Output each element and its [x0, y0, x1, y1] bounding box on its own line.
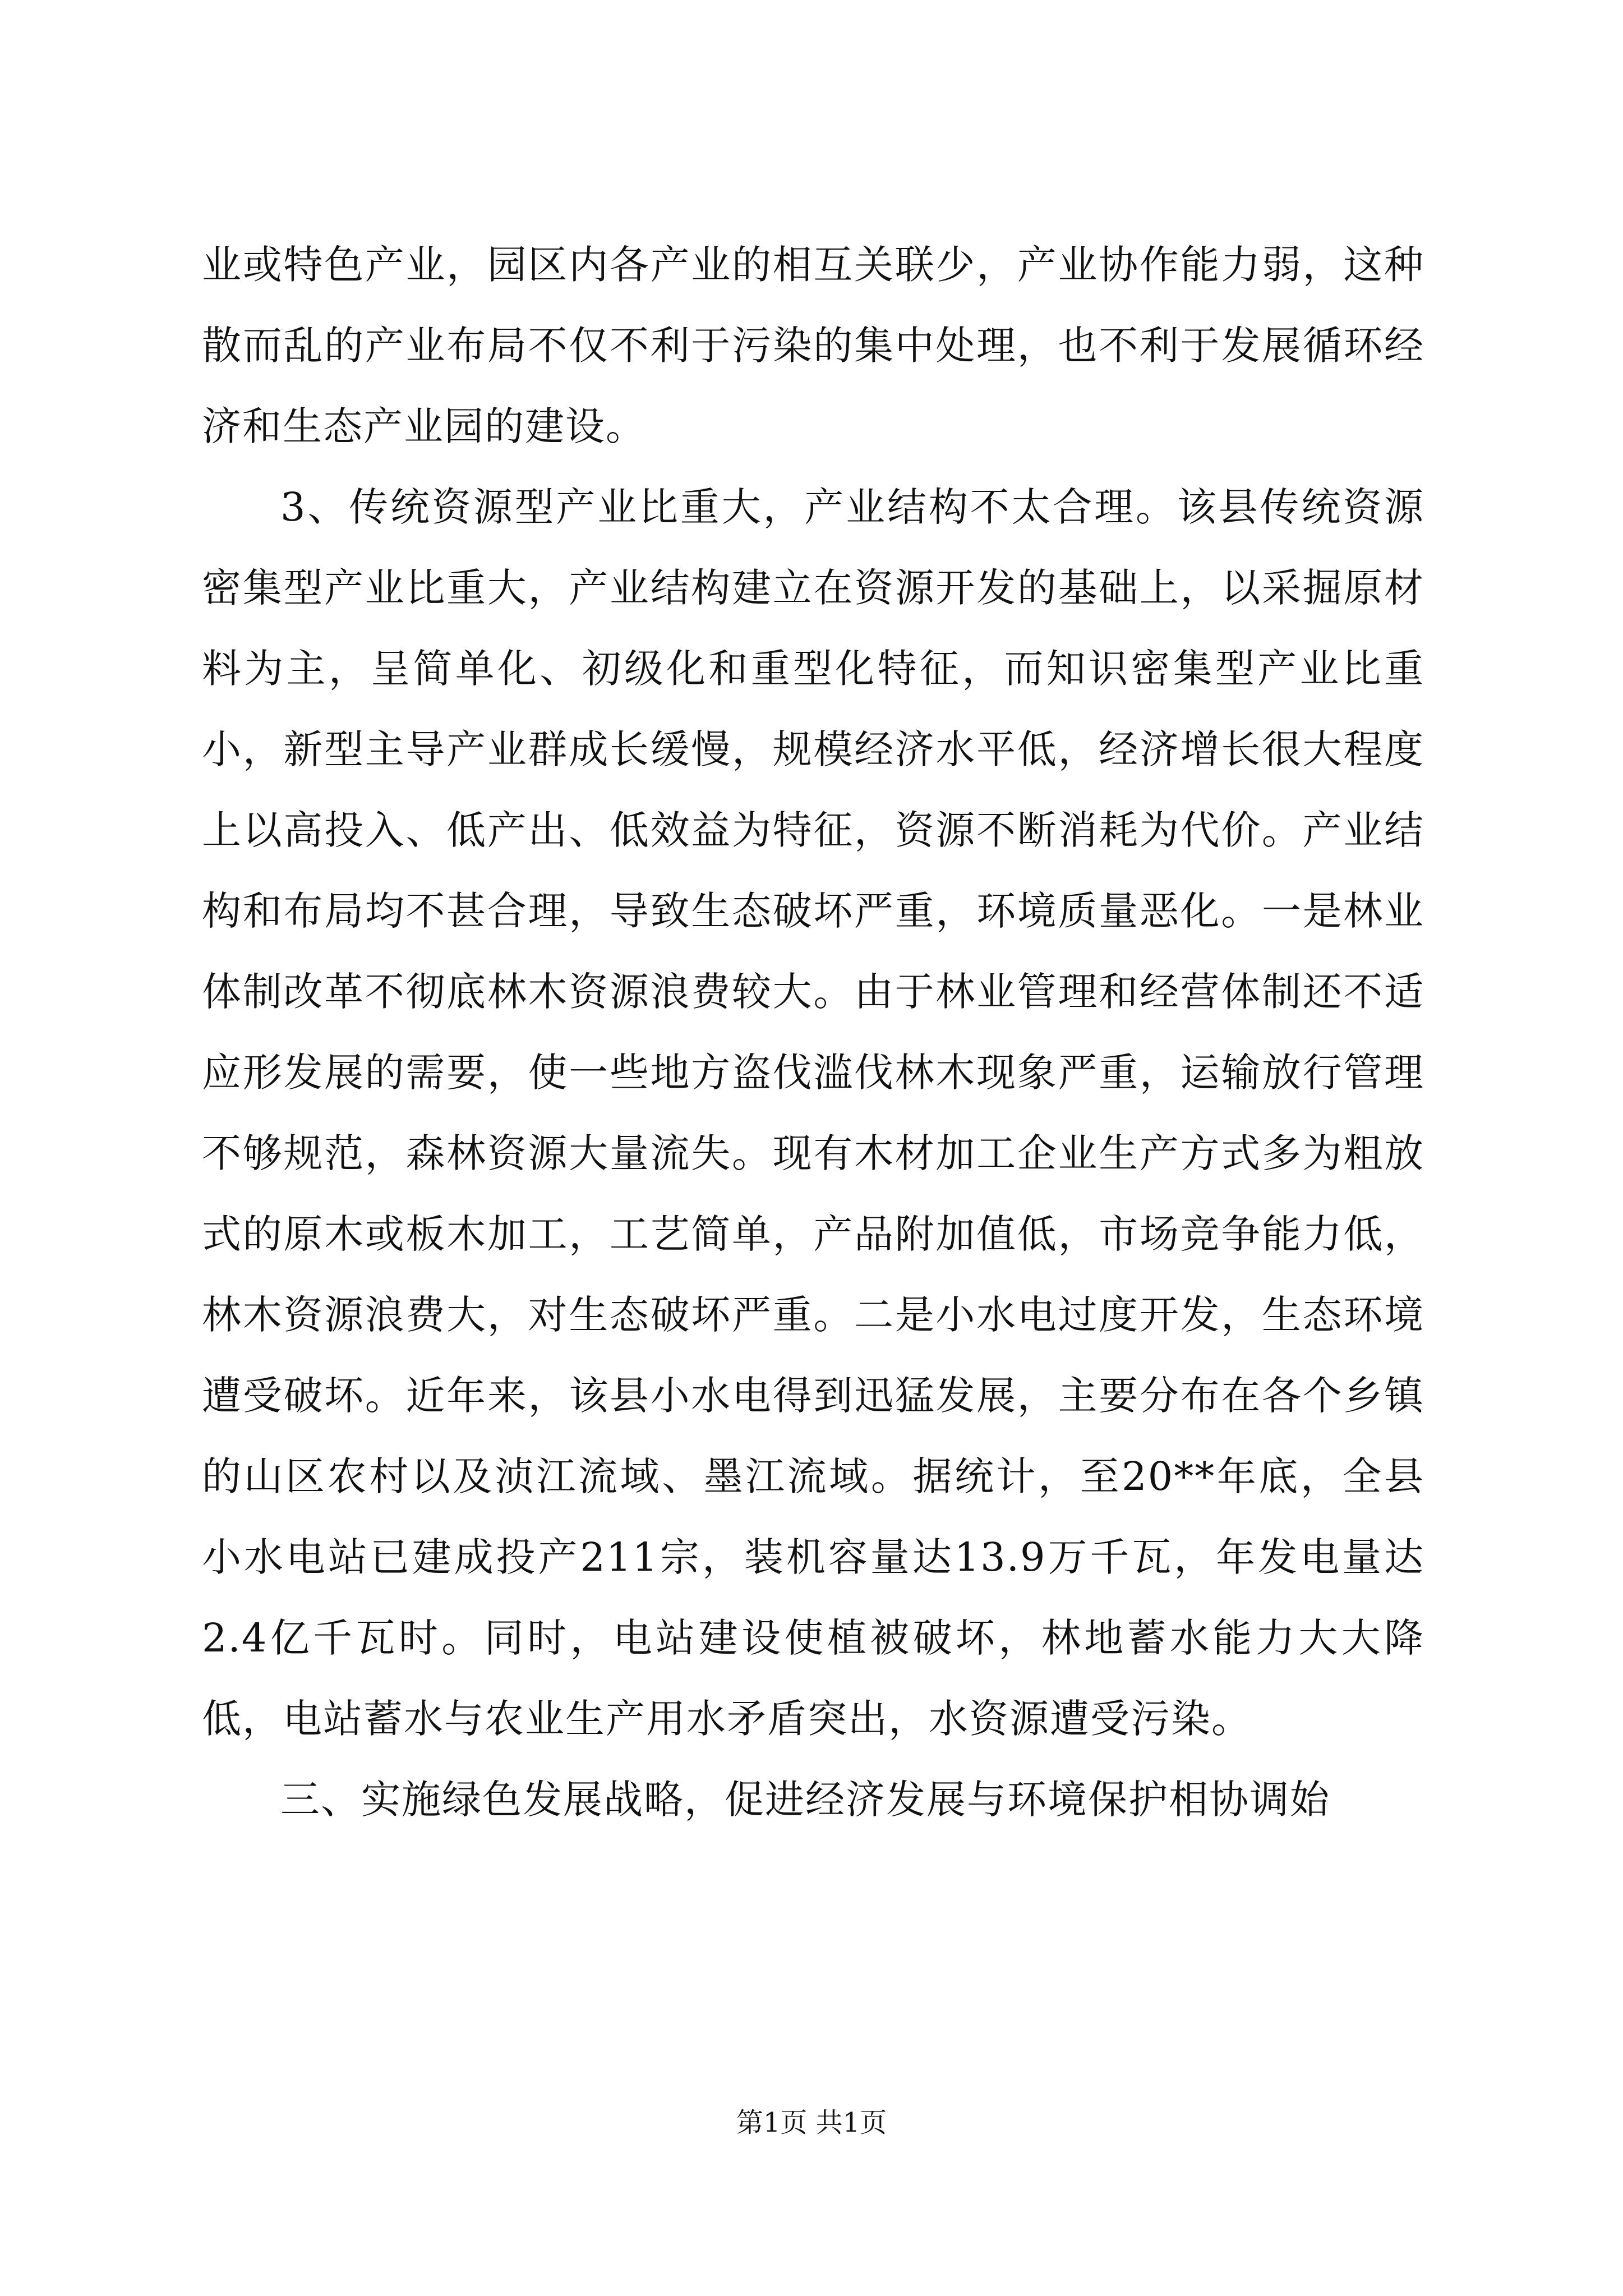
- paragraph-heading-three: 三、实施绿色发展战略，促进经济发展与环境保护相协调始: [280, 1777, 1330, 1823]
- document-body: [202, 224, 1424, 1840]
- page-footer: 第1页 共1页: [736, 2107, 887, 2138]
- paragraph-section-3: 3、传统资源型产业比重大，产业结构不太合理。该县传统资源密集型产业比重大，产业结构建立在资源开发的基础上，以采掘原材料为主，呈简单化、初级化和重型化特征，而知识密集型产业比重小，新型主导产业群成长缓慢，规模经济水平低，经济增长很大程度上以高投入、低产出、低效益为特征，资源不断消耗为代价。产业结构和布局均不甚合理，导致生态破坏严重，环境质量恶化。一是林业体制改革不彻底林木资源浪费较大。由于林业管理和经营体制还不适应形发展的需要，使一些地方盗伐滥伐林木现象严重，运输放行管理不够规范，森林资源大量流失。现有木材加工企业生产方式多为粗放式的原木或板木加工，工艺简单，产品附加值低，市场竞争能力低，林木资源浪费大，对生态破坏严重。二是小水电过度开发，生态环境遭受破坏。近年来，该县小水电得到迅猛发展，主要分布在各个乡镇的山区农村以及浈江流域、墨江流域。据统计，至20**年底，全县小水电站已建成投产211宗，装机容量达13.9万千瓦，年发电量达2.4亿千瓦时。同时，电站建设使植被破坏，林地蓄水能力大大降低，电站蓄水与农业生产用水矛盾突出，水资源遭受污染。: [202, 484, 1424, 1742]
- paragraph-continuation: 业或特色产业，园区内各产业的相互关联少，产业协作能力弱，这种散而乱的产业布局不仅不利于污染的集中处理，也不利于发展循环经济和生态产业园的建设。: [202, 242, 1424, 449]
